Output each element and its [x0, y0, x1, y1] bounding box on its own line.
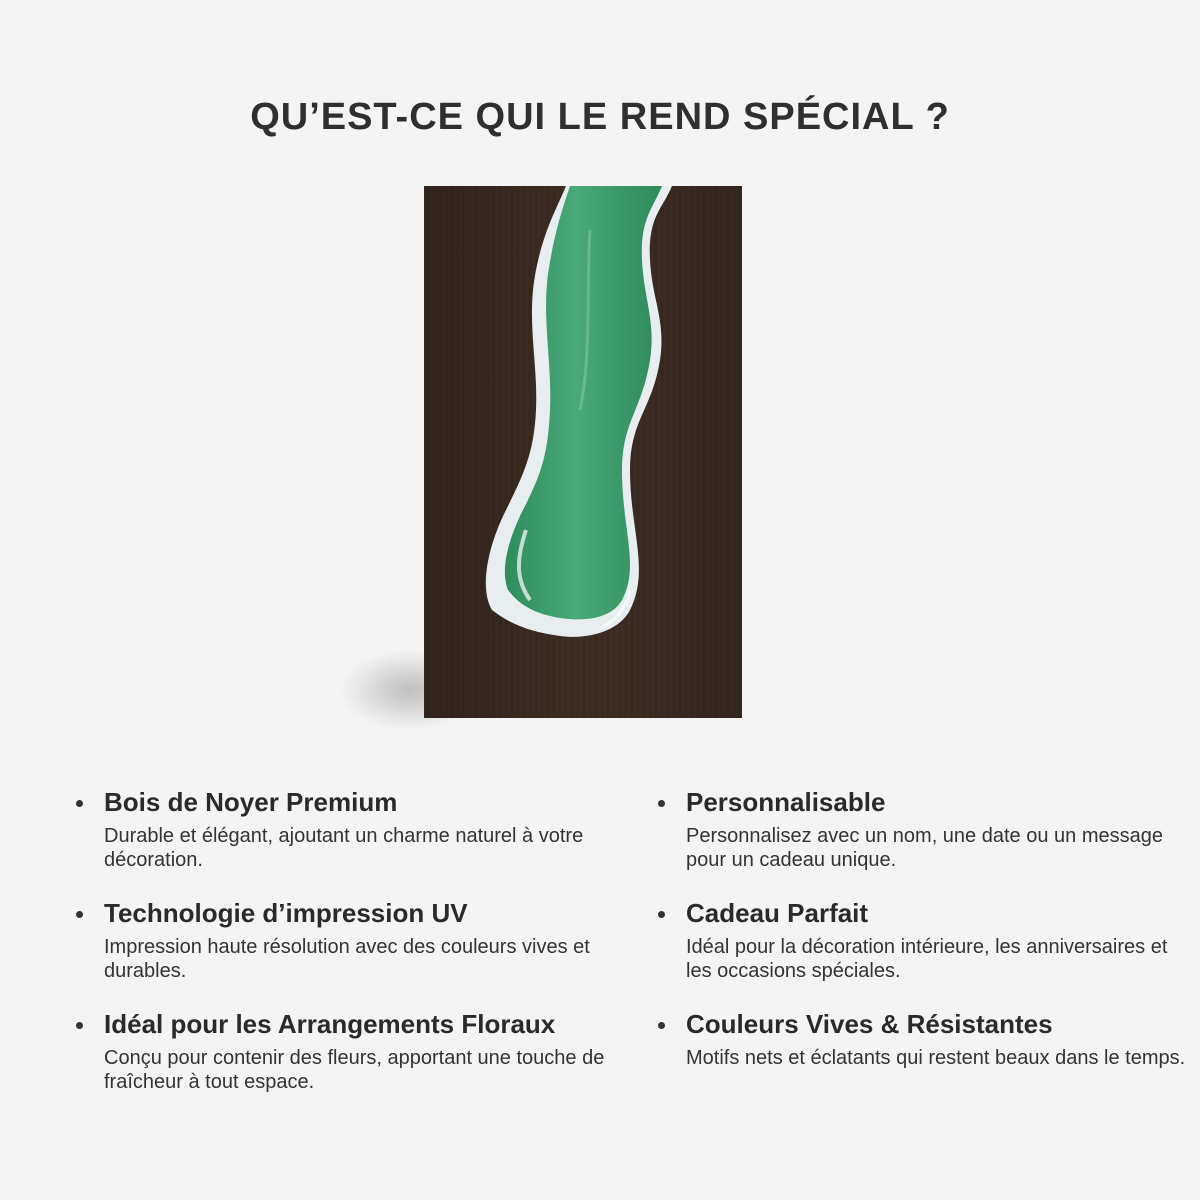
- bullet-icon: [76, 911, 83, 918]
- bullet-icon: [658, 1022, 665, 1029]
- bullet-icon: [658, 911, 665, 918]
- feature-title: Technologie d’impression UV: [104, 898, 468, 928]
- bullet-icon: [76, 800, 83, 807]
- feature-title: Idéal pour les Arrangements Floraux: [104, 1009, 556, 1039]
- bullet-icon: [76, 1022, 83, 1029]
- feature-description: Personnalisez avec un nom, une date ou un message pour un cadeau unique.: [686, 825, 1163, 871]
- feature-title: Personnalisable: [686, 787, 886, 817]
- page-title: QU’EST-CE QUI LE REND SPÉCIAL ?: [250, 96, 950, 138]
- feature-title: Cadeau Parfait: [686, 898, 869, 928]
- walnut-wood-glass-vase-icon: [330, 170, 810, 740]
- feature-description: Impression haute résolution avec des couleurs vives et durables.: [104, 936, 590, 982]
- feature-title: Couleurs Vives & Résistantes: [686, 1009, 1053, 1039]
- feature-description: Durable et élégant, ajoutant un charme naturel à votre décoration.: [104, 825, 584, 871]
- product-image: [330, 170, 810, 740]
- feature-description: Idéal pour la décoration intérieure, les anniversaires et les occasions spéciales.: [686, 936, 1168, 982]
- feature-title: Bois de Noyer Premium: [104, 787, 398, 817]
- bullet-icon: [658, 800, 665, 807]
- feature-description: Motifs nets et éclatants qui restent beaux dans le temps.: [686, 1047, 1186, 1069]
- feature-description: Conçu pour contenir des fleurs, apportant une touche de fraîcheur à tout espace.: [104, 1047, 605, 1093]
